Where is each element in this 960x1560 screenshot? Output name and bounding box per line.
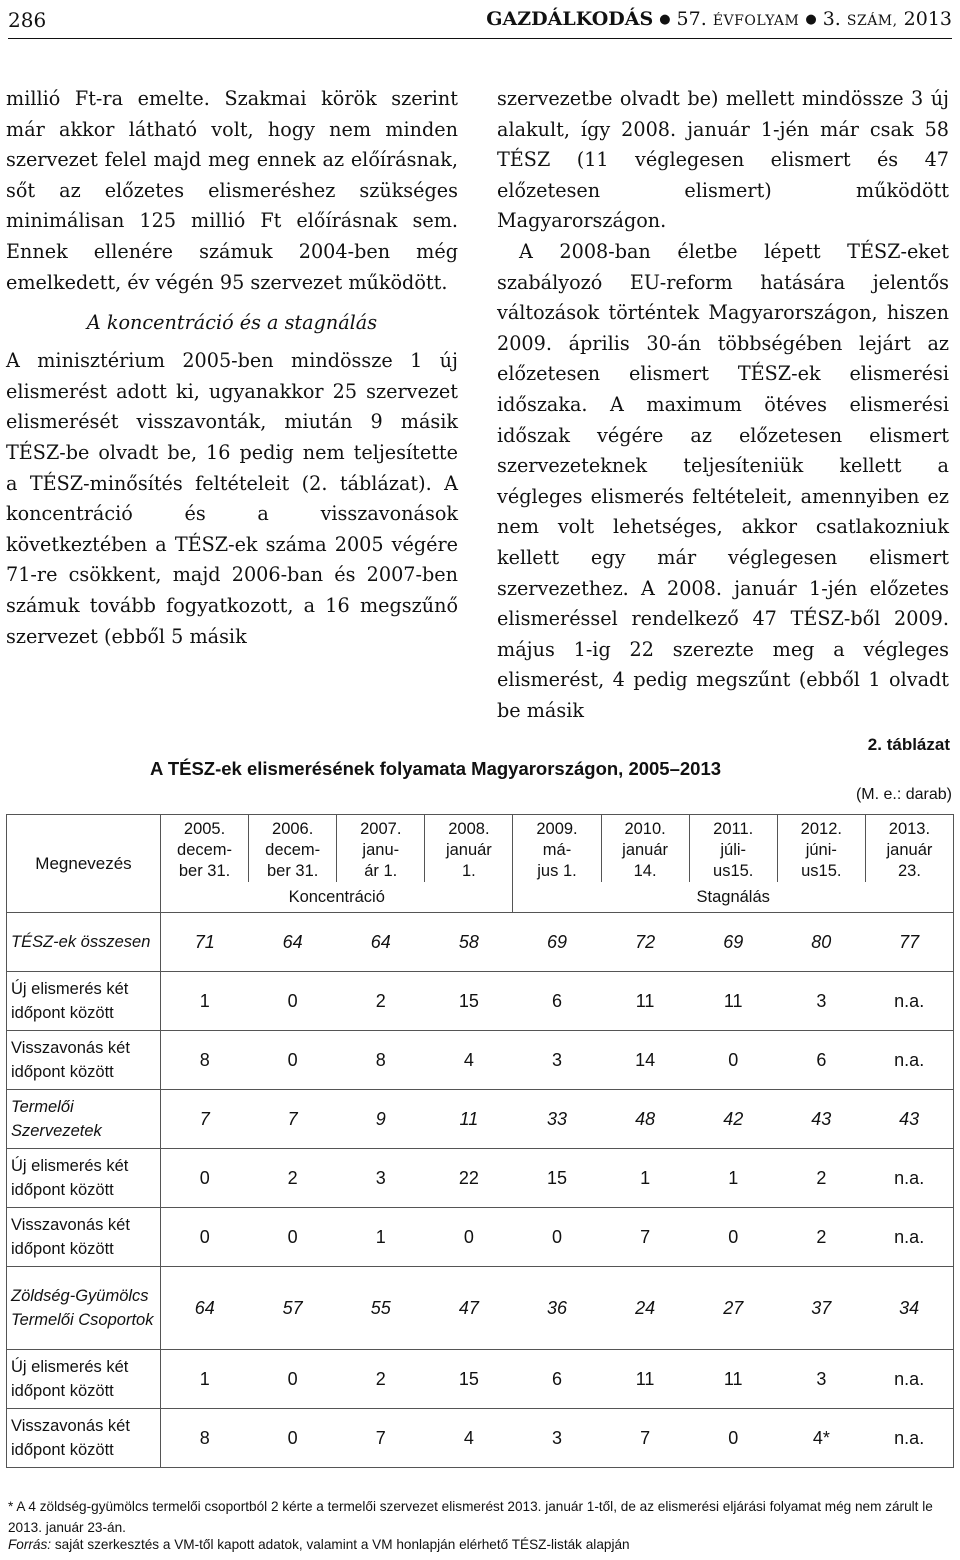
table-cell: 6	[777, 1031, 865, 1090]
table-cell: 3	[513, 1031, 601, 1090]
date-header-line: január	[886, 841, 933, 859]
table-cell: 15	[425, 972, 513, 1031]
date-header-line: 2011.	[713, 820, 754, 838]
table-cell: 0	[249, 1409, 337, 1468]
left-paragraph-2: A minisztérium 2005-ben mindössze 1 új elismerést adott ki, ugyanakkor 25 szervezet elismerését visszavonták, miután 9 másik TÉSZ-be olvadt be, 16 pedig nem teljesítette a TÉSZ-minősítés feltételeit (2. táblázat). A koncentráció és a visszavonások következtében a TÉSZ-ek száma 2005 végére 71-re csökkent, majd 2006-ban és 2007-ben számuk tovább fogyatkozott, a 16 megszűnő szervezet (ebből 5 másik	[6, 349, 458, 648]
date-column-header	[777, 815, 865, 883]
table-cell: 7	[337, 1409, 425, 1468]
table-cell: 69	[513, 913, 601, 972]
table-cell: 11	[689, 1350, 777, 1409]
table-cell: 36	[513, 1267, 601, 1350]
table-cell: 3	[337, 1149, 425, 1208]
table-cell: 0	[689, 1409, 777, 1468]
right-column	[497, 84, 949, 726]
table-cell: 47	[425, 1267, 513, 1350]
table-cell: 3	[777, 972, 865, 1031]
date-header-line: 2008.	[448, 820, 490, 838]
date-header-line: január	[445, 841, 492, 859]
left-paragraph-1: millió Ft-ra emelte. Szakmai körök szerint már akkor látható volt, hogy nem minden szervezet felel majd meg ennek az előírásnak, sőt az előzetes elismeréshez szükséges minimálisan 125 millió Ft előírásnak sem. Ennek ellenére számuk 2004-ben még emelkedett, év végén 95 szervezet működött.	[6, 87, 458, 294]
date-column-header	[337, 815, 425, 883]
table-cell: n.a.	[865, 1409, 953, 1468]
right-paragraph-2: A 2008-ban életbe lépett TÉSZ-eket szabályozó EU-reform hatására jelentős változások történtek Magyarországon, hiszen 2009. április 30-án többségében lejárt az előzetesen elismert TÉSZ-ek elismerési időszaka. A maximum ötéves elismerési időszak végére az előzetesen elismert szervezeteknek teljesíteniük kellett a végleges elismerés feltételeit, amennyiben ez nem volt lehetséges, akkor csatlakozniuk kellett egy már véglegesen elismert szervezethez. A 2008. január 1-jén előzetes elismeréssel rendelkező 47 TÉSZ-ből 2009. május 1-ig 22 szerezte meg a végleges elismerést, 4 pedig megszűnt (ebből 1 olvadt be másik	[497, 239, 949, 722]
table-cell: 2	[337, 972, 425, 1031]
table-number: 2. táblázat	[867, 735, 950, 754]
table-source	[8, 1537, 630, 1552]
table-cell: 22	[425, 1149, 513, 1208]
issue-label: SZÁM,	[846, 13, 898, 29]
table-cell: 72	[601, 913, 689, 972]
name-column-header: Megnevezés	[7, 815, 161, 913]
table-cell: 7	[161, 1090, 249, 1149]
table-cell: n.a.	[865, 1149, 953, 1208]
table-cell: 7	[601, 1409, 689, 1468]
table-cell: 33	[513, 1090, 601, 1149]
table-row	[7, 972, 954, 1031]
row-label: Visszavonás két időpont között	[7, 1409, 161, 1468]
table-cell: 71	[161, 913, 249, 972]
table-cell: 1	[689, 1149, 777, 1208]
date-header-line: us15.	[713, 862, 754, 880]
table-cell: 0	[161, 1208, 249, 1267]
table-cell: 77	[865, 913, 953, 972]
date-header-line: 2009.	[536, 820, 578, 838]
table-cell: 37	[777, 1267, 865, 1350]
row-label: Termelői Szervezetek	[7, 1090, 161, 1149]
table-cell: 6	[513, 1350, 601, 1409]
table-cell: 1	[161, 972, 249, 1031]
bullet-icon: ●	[805, 12, 817, 27]
table-cell: 80	[777, 913, 865, 972]
table-cell: 34	[865, 1267, 953, 1350]
table-cell: 0	[689, 1208, 777, 1267]
table-cell: 1	[337, 1208, 425, 1267]
date-column-header	[425, 815, 513, 883]
date-column-header	[601, 815, 689, 883]
date-header-line: júli-	[720, 841, 747, 859]
table-cell: 11	[689, 972, 777, 1031]
table-row	[7, 1350, 954, 1409]
table-cell: 8	[337, 1031, 425, 1090]
table-cell: 2	[249, 1149, 337, 1208]
table-cell: 1	[161, 1350, 249, 1409]
table-cell: 0	[513, 1208, 601, 1267]
table-row	[7, 1409, 954, 1468]
table-unit: (M. e.: darab)	[855, 786, 952, 803]
table-cell: 24	[601, 1267, 689, 1350]
date-header-line: 14.	[633, 862, 657, 880]
table-cell: 42	[689, 1090, 777, 1149]
table-cell: n.a.	[865, 1350, 953, 1409]
date-header-line: ár 1.	[364, 862, 398, 880]
table-row	[7, 1208, 954, 1267]
table-cell: 2	[777, 1208, 865, 1267]
table-cell: 55	[337, 1267, 425, 1350]
source-label: Forrás:	[8, 1537, 52, 1552]
table-cell: 58	[425, 913, 513, 972]
date-header-line: 2012.	[800, 820, 842, 838]
row-label: Új elismerés két időpont között	[7, 1149, 161, 1208]
running-title	[486, 8, 952, 30]
table-cell: 57	[249, 1267, 337, 1350]
left-column	[6, 84, 458, 652]
table-cell: 6	[513, 972, 601, 1031]
row-label: Új elismerés két időpont között	[7, 1350, 161, 1409]
table-cell: 0	[249, 1208, 337, 1267]
date-column-header	[865, 815, 953, 883]
table-row	[7, 1149, 954, 1208]
table-row	[7, 1090, 954, 1149]
table-cell: 64	[337, 913, 425, 972]
date-header-line: ber 31.	[178, 862, 231, 880]
row-label: Zöldség-Gyümölcs Termelői Csoportok	[7, 1267, 161, 1350]
date-header-line: jus 1.	[537, 862, 577, 880]
date-header-line: má-	[542, 841, 572, 859]
bullet-icon: ●	[659, 12, 671, 27]
table-cell: 0	[689, 1031, 777, 1090]
table-cell: 4*	[777, 1409, 865, 1468]
volume-label: ÉVFOLYAM	[712, 13, 800, 29]
issue-number: 3.	[822, 8, 841, 30]
page-number: 286	[8, 8, 47, 32]
date-header-line: ber 31.	[266, 862, 319, 880]
table-cell: 11	[601, 972, 689, 1031]
row-label: TÉSZ-ek összesen	[7, 913, 161, 972]
table-cell: 15	[425, 1350, 513, 1409]
table-cell: 14	[601, 1031, 689, 1090]
date-header-line: janu-	[362, 841, 400, 859]
table-cell: n.a.	[865, 972, 953, 1031]
section-heading: A koncentráció és a stagnálás	[86, 311, 378, 335]
date-header-line: 23.	[897, 862, 921, 880]
table-cell: 69	[689, 913, 777, 972]
table-cell: 2	[337, 1350, 425, 1409]
source-text: saját szerkesztés a VM-től kapott adatok, valamint a VM honlapján elérhető TÉSZ-listák alapján	[54, 1537, 630, 1552]
date-header-line: 2005.	[183, 820, 226, 838]
table-cell: 11	[601, 1350, 689, 1409]
table-cell: 7	[601, 1208, 689, 1267]
right-paragraph-1: szervezetbe olvadt be) mellett mindössze 3 új alakult, így 2008. január 1-jén már csak 58 TÉSZ (11 véglegesen elismert és 47 előzetesen elismert) működött Magyarországon.	[497, 87, 949, 233]
date-header-line: decem-	[177, 841, 233, 859]
table-cell: 0	[161, 1149, 249, 1208]
table-cell: n.a.	[865, 1208, 953, 1267]
table-cell: 48	[601, 1090, 689, 1149]
table-row	[7, 1031, 954, 1090]
table-header-row	[7, 815, 954, 883]
table-cell: n.a.	[865, 1031, 953, 1090]
table-cell: 4	[425, 1031, 513, 1090]
table-cell: 0	[425, 1208, 513, 1267]
group-stagnation: Stagnálás	[513, 882, 954, 913]
table-cell: 64	[249, 913, 337, 972]
table-row	[7, 913, 954, 972]
year: 2013	[903, 8, 952, 30]
table-footnote: * A 4 zöldség-gyümölcs termelői csoportból 2 kérte a termelői szervezet elismerést 2013. január 1-től, de az elismerési eljárási folyamat még nem zárult le 2013. január 23-án.	[8, 1499, 933, 1535]
date-header-line: 2007.	[360, 820, 402, 838]
table-cell: 3	[513, 1409, 601, 1468]
table-cell: 3	[777, 1350, 865, 1409]
date-header-line: 2006.	[272, 820, 314, 838]
date-header-line: 1.	[462, 862, 476, 880]
table-title: A TÉSZ-ek elismerésének folyamata Magyarországon, 2005–2013	[150, 758, 722, 779]
date-column-header	[249, 815, 337, 883]
table-cell: 9	[337, 1090, 425, 1149]
table-cell: 43	[777, 1090, 865, 1149]
table-cell: 8	[161, 1031, 249, 1090]
row-label: Visszavonás két időpont között	[7, 1208, 161, 1267]
table-cell: 11	[425, 1090, 513, 1149]
volume-number: 57.	[676, 8, 707, 30]
table-cell: 4	[425, 1409, 513, 1468]
date-header-line: júni-	[805, 841, 837, 859]
journal-name: GAZDÁLKODÁS	[486, 8, 654, 30]
date-header-line: 2010.	[624, 820, 666, 838]
table-cell: 0	[249, 1350, 337, 1409]
table-cell: 0	[249, 972, 337, 1031]
date-column-header	[513, 815, 601, 883]
page-header	[8, 4, 952, 39]
date-column-header	[689, 815, 777, 883]
date-column-header	[161, 815, 249, 883]
group-concentration: Koncentráció	[161, 882, 513, 913]
table-cell: 1	[601, 1149, 689, 1208]
table-cell: 64	[161, 1267, 249, 1350]
table-cell: 27	[689, 1267, 777, 1350]
table-cell: 43	[865, 1090, 953, 1149]
data-table	[6, 814, 954, 1468]
date-header-line: us15.	[801, 862, 842, 880]
table-cell: 2	[777, 1149, 865, 1208]
date-header-line: január	[622, 841, 669, 859]
date-header-line: 2013.	[888, 820, 931, 838]
date-header-line: decem-	[265, 841, 321, 859]
table-cell: 0	[249, 1031, 337, 1090]
table-cell: 7	[249, 1090, 337, 1149]
row-label: Új elismerés két időpont között	[7, 972, 161, 1031]
row-label: Visszavonás két időpont között	[7, 1031, 161, 1090]
table-cell: 15	[513, 1149, 601, 1208]
table-cell: 8	[161, 1409, 249, 1468]
table-row	[7, 1267, 954, 1350]
